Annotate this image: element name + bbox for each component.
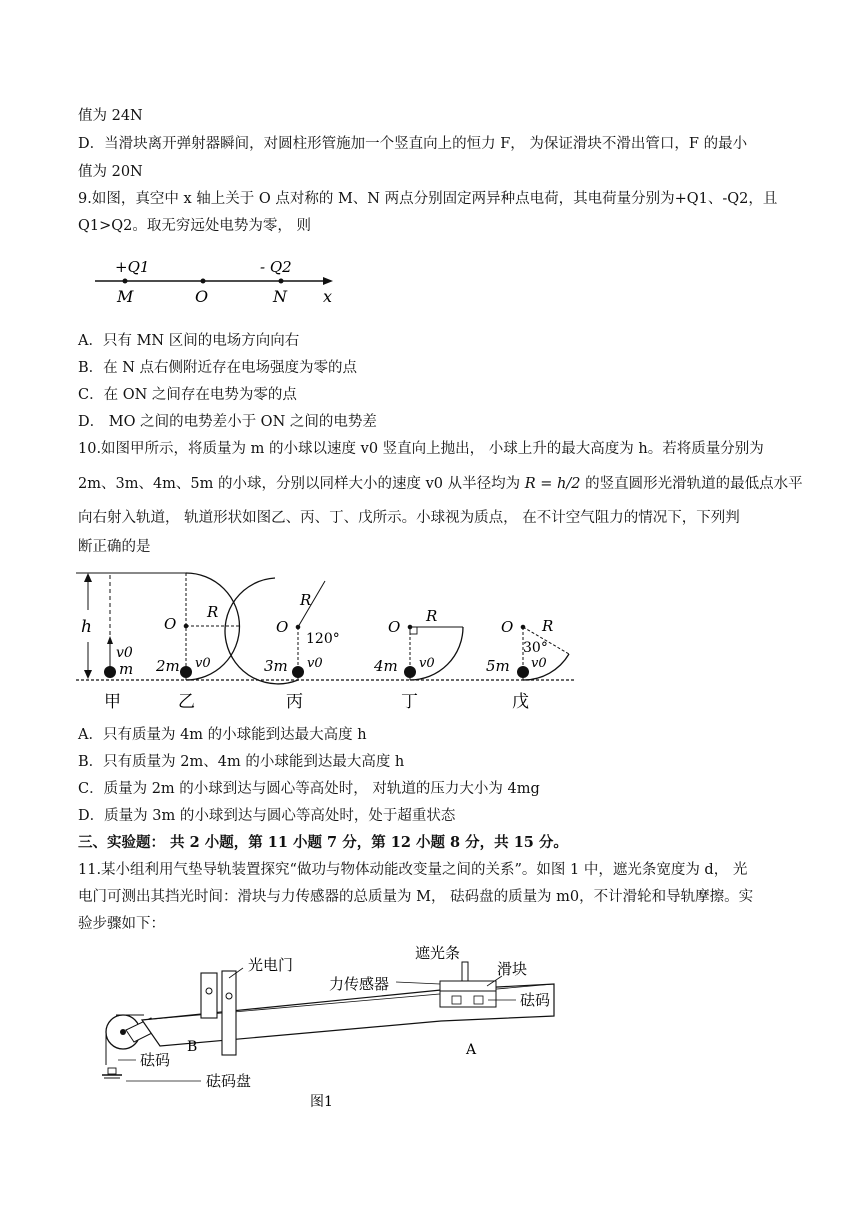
text-line: D．当滑块离开弹射器瞬间，对圆柱形管施加一个竖直向上的恒力 F， 为保证滑块不滑出管口，F 的最小 (78, 136, 748, 152)
option-10c: C．质量为 2m 的小球到达与圆心等高处时， 对轨道的压力大小为 4mg (78, 781, 540, 797)
stem-part: 的竖直圆形光滑轨道的最低点水平 (585, 476, 803, 492)
formula: R = h/2 (524, 476, 581, 492)
label-shade: 遮光条 (415, 944, 461, 962)
caption-jia: 甲 (104, 692, 121, 712)
question-11-stem: 验步骤如下： (78, 916, 165, 932)
label-r: R (207, 603, 219, 621)
question-10-stem: 向右射入轨道， 轨道形状如图乙、丙、丁、戊所示。小球视为质点， 在不计空气阻力的情况下，下列判 (78, 510, 740, 526)
label-m: M (117, 287, 134, 306)
label-v0: v0 (307, 656, 323, 671)
option-9d: D． MO 之间的电势差小于 ON 之间的电势差 (78, 414, 377, 430)
question-9-stem: Q1>Q2。取无穷远处电势为零， 则 (78, 218, 311, 234)
label-x: x (323, 287, 333, 306)
label-m: m (119, 660, 134, 678)
label-angle-30: 30° (523, 640, 548, 656)
option-9a: A．只有 MN 区间的电场方向向右 (78, 333, 300, 349)
question-10-stem: 断正确的是 (78, 539, 151, 555)
label-b: B (187, 1039, 198, 1055)
figure-caption: 图1 (310, 1094, 333, 1110)
label-v0: v0 (116, 645, 133, 661)
label-r: R (542, 617, 554, 635)
caption-bing: 丙 (286, 692, 303, 712)
option-9c: C．在 ON 之间存在电势为零的点 (78, 387, 297, 403)
label-r: R (300, 591, 312, 609)
question-9-stem: 9.如图，真空中 x 轴上关于 O 点对称的 M、N 两点分别固定两异种点电荷，其电荷量分别为+Q1、-Q2，且 (78, 191, 778, 207)
label-mass-3m: 3m (264, 657, 288, 675)
label-mass-4m: 4m (374, 657, 398, 675)
label-v0: v0 (531, 656, 547, 671)
question-11-stem: 电门可测出其挡光时间：滑块与力传感器的总质量为 M， 砝码盘的质量为 m0，不计滑轮和导轨摩擦。实 (78, 889, 754, 905)
label-o: O (388, 618, 401, 636)
label-weight: 砝码 (520, 991, 551, 1009)
label-h: h (81, 617, 92, 637)
label-o: O (501, 618, 514, 636)
label-mass-5m: 5m (486, 657, 510, 675)
question-11-stem: 11.某小组利用气垫导轨装置探究“做功与物体动能改变量之间的关系”。如图 1 中，遮光条宽度为 d， 光 (78, 862, 748, 878)
label-slider: 滑块 (497, 960, 528, 978)
label-photogate: 光电门 (248, 956, 294, 974)
text-line: 值为 24N (78, 108, 143, 124)
option-10b: B．只有质量为 2m、4m 的小球能到达最大高度 h (78, 754, 405, 770)
option-10a: A．只有质量为 4m 的小球能到达最大高度 h (78, 727, 367, 743)
section-heading: 三、实验题： 共 2 小题，第 11 小题 7 分，第 12 小题 8 分，共 15 分。 (78, 834, 568, 851)
label-v0: v0 (195, 656, 211, 671)
label-v0: v0 (419, 656, 435, 671)
option-10d: D．质量为 3m 的小球到达与圆心等高处时，处于超重状态 (78, 808, 456, 824)
question-10-stem: 10.如图甲所示，将质量为 m 的小球以速度 v0 竖直向上抛出， 小球上升的最大高度为 h。若将质量分别为 (78, 441, 764, 457)
figure-air-track (96, 938, 566, 1110)
label-o: O (195, 287, 209, 306)
stem-part: 2m、3m、4m、5m 的小球，分别以同样大小的速度 v0 从半径均为 (78, 476, 521, 492)
label-a: A (466, 1042, 477, 1058)
label-weight-on-pan: 砝码 (140, 1051, 171, 1069)
figure-circular-tracks (76, 566, 584, 718)
label-sensor: 力传感器 (329, 975, 390, 993)
caption-ding: 丁 (401, 692, 418, 712)
question-10-stem (78, 474, 803, 494)
caption-yi: 乙 (178, 692, 195, 712)
label-pan: 砝码盘 (206, 1072, 252, 1090)
label-q2: - Q2 (260, 258, 292, 276)
caption-wu: 戊 (512, 692, 529, 712)
option-9b: B．在 N 点右侧附近存在电场强度为零的点 (78, 360, 358, 376)
text-line: 值为 20N (78, 164, 143, 180)
figure-charges-axis (95, 252, 355, 310)
label-o: O (276, 618, 289, 636)
label-angle-120: 120° (306, 631, 340, 647)
label-r: R (426, 607, 438, 625)
label-n: N (273, 287, 287, 306)
label-mass-2m: 2m (156, 657, 180, 675)
label-q1: +Q1 (115, 258, 150, 276)
label-o: O (164, 615, 177, 633)
